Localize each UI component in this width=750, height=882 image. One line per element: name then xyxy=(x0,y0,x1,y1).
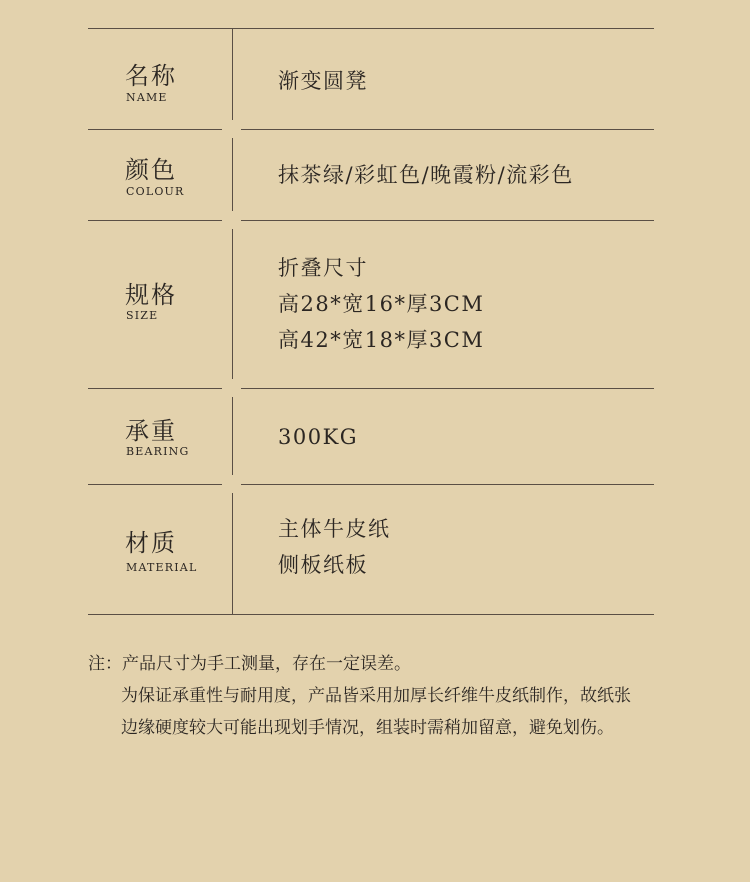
spec-value-line: 高28*宽16*厚3CM xyxy=(278,292,485,316)
spec-label: 承重 xyxy=(125,417,177,445)
spec-label-en: MATERIAL xyxy=(126,561,198,574)
spec-label: 名称 xyxy=(125,62,177,90)
spec-value xyxy=(278,419,358,455)
spec-label-en: SIZE xyxy=(126,309,159,322)
spec-label-en: NAME xyxy=(126,91,168,104)
note-line: 为保证承重性与耐用度，产品皆采用加厚长纤维牛皮纸制作，故纸张 xyxy=(121,686,631,706)
spec-value xyxy=(278,63,368,99)
spec-label: 规格 xyxy=(125,281,177,309)
spec-label: 颜色 xyxy=(125,156,177,184)
spec-row-name xyxy=(88,28,654,129)
notes-section xyxy=(88,648,688,744)
spec-row-size xyxy=(88,220,654,388)
spec-label: 材质 xyxy=(125,529,177,557)
spec-value-line: 渐变圆凳 xyxy=(278,69,368,93)
spec-value-line: 主体牛皮纸 xyxy=(278,517,391,541)
spec-label-en: COLOUR xyxy=(126,185,185,198)
spec-row-colour xyxy=(88,129,654,220)
note-line: 边缘硬度较大可能出现划手情况，组装时需稍加留意，避免划伤。 xyxy=(121,718,614,738)
spec-value xyxy=(278,157,574,193)
spec-row-material xyxy=(88,484,654,614)
note-line: 注：产品尺寸为手工测量，存在一定误差。 xyxy=(88,654,411,674)
spec-value-line: 折叠尺寸 xyxy=(278,256,368,280)
spec-value xyxy=(278,250,484,358)
spec-label-en: BEARING xyxy=(126,445,190,458)
spec-value-line: 高42*宽18*厚3CM xyxy=(278,328,485,352)
spec-value xyxy=(278,511,391,583)
spec-row-bearing xyxy=(88,388,654,484)
spec-value-line: 300KG xyxy=(278,425,359,449)
spec-table xyxy=(88,28,654,615)
table-bottom-border xyxy=(88,614,654,615)
spec-value-line: 抹茶绿/彩虹色/晚霞粉/流彩色 xyxy=(278,163,574,187)
spec-value-line: 侧板纸板 xyxy=(278,553,368,577)
